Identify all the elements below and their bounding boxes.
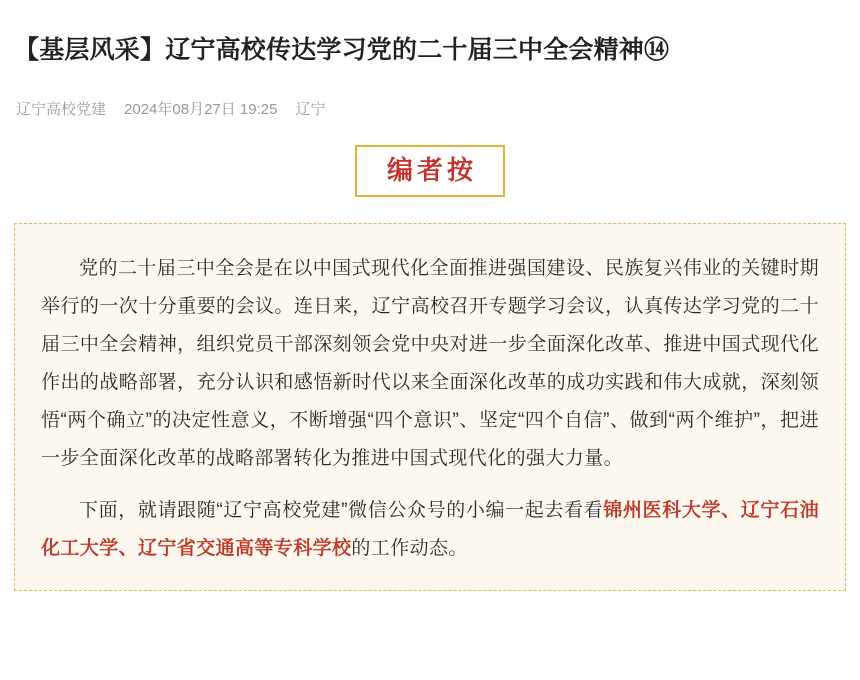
highlighted-school-names: 锦州医科大学、辽宁石油化工大学、辽宁省交通高等专科学校 [41,499,819,559]
meta-account-name[interactable]: 辽宁高校党建 [16,100,107,118]
note-text: 的工作动态。 [351,537,468,559]
note-text: 党的二十届三中全会是在以中国式现代化全面推进强国建设、民族复兴伟业的关键时期举行的一次十分重要的会议。连日来，辽宁高校召开专题学习会议，认真传达学习党的二十届三中全会精神，组织党员干部深刻领会党中央对进一步全面深化改革、推进中国式现代化作出的战略部署，充分认识和感悟新时代以来全面深化改革的成功实践和伟大成就，深刻领悟“两个确立”的决定性意义，不断增强“四个意识”、坚定“四个自信”、做到“两个维护”，把进一步全面深化改革的战略部署转化为推进中国式现代化的强大力量。 [41,257,819,469]
note-text: 下面，就请跟随“辽宁高校党建”微信公众号的小编一起去看看 [79,499,604,521]
note-paragraph [41,250,819,478]
article-meta [0,84,860,119]
page-title: 【基层风采】辽宁高校传达学习党的二十届三中全会精神⑭ [14,35,670,64]
editor-note-box [14,223,846,591]
article-body [0,145,860,591]
meta-datetime: 2024年08月27日 19:25 [124,100,278,118]
editor-note-badge-row [14,145,846,197]
note-paragraph [41,492,819,568]
article-page [0,17,860,680]
meta-location: 辽宁 [295,100,326,118]
editor-note-badge: 编者按 [355,145,505,197]
